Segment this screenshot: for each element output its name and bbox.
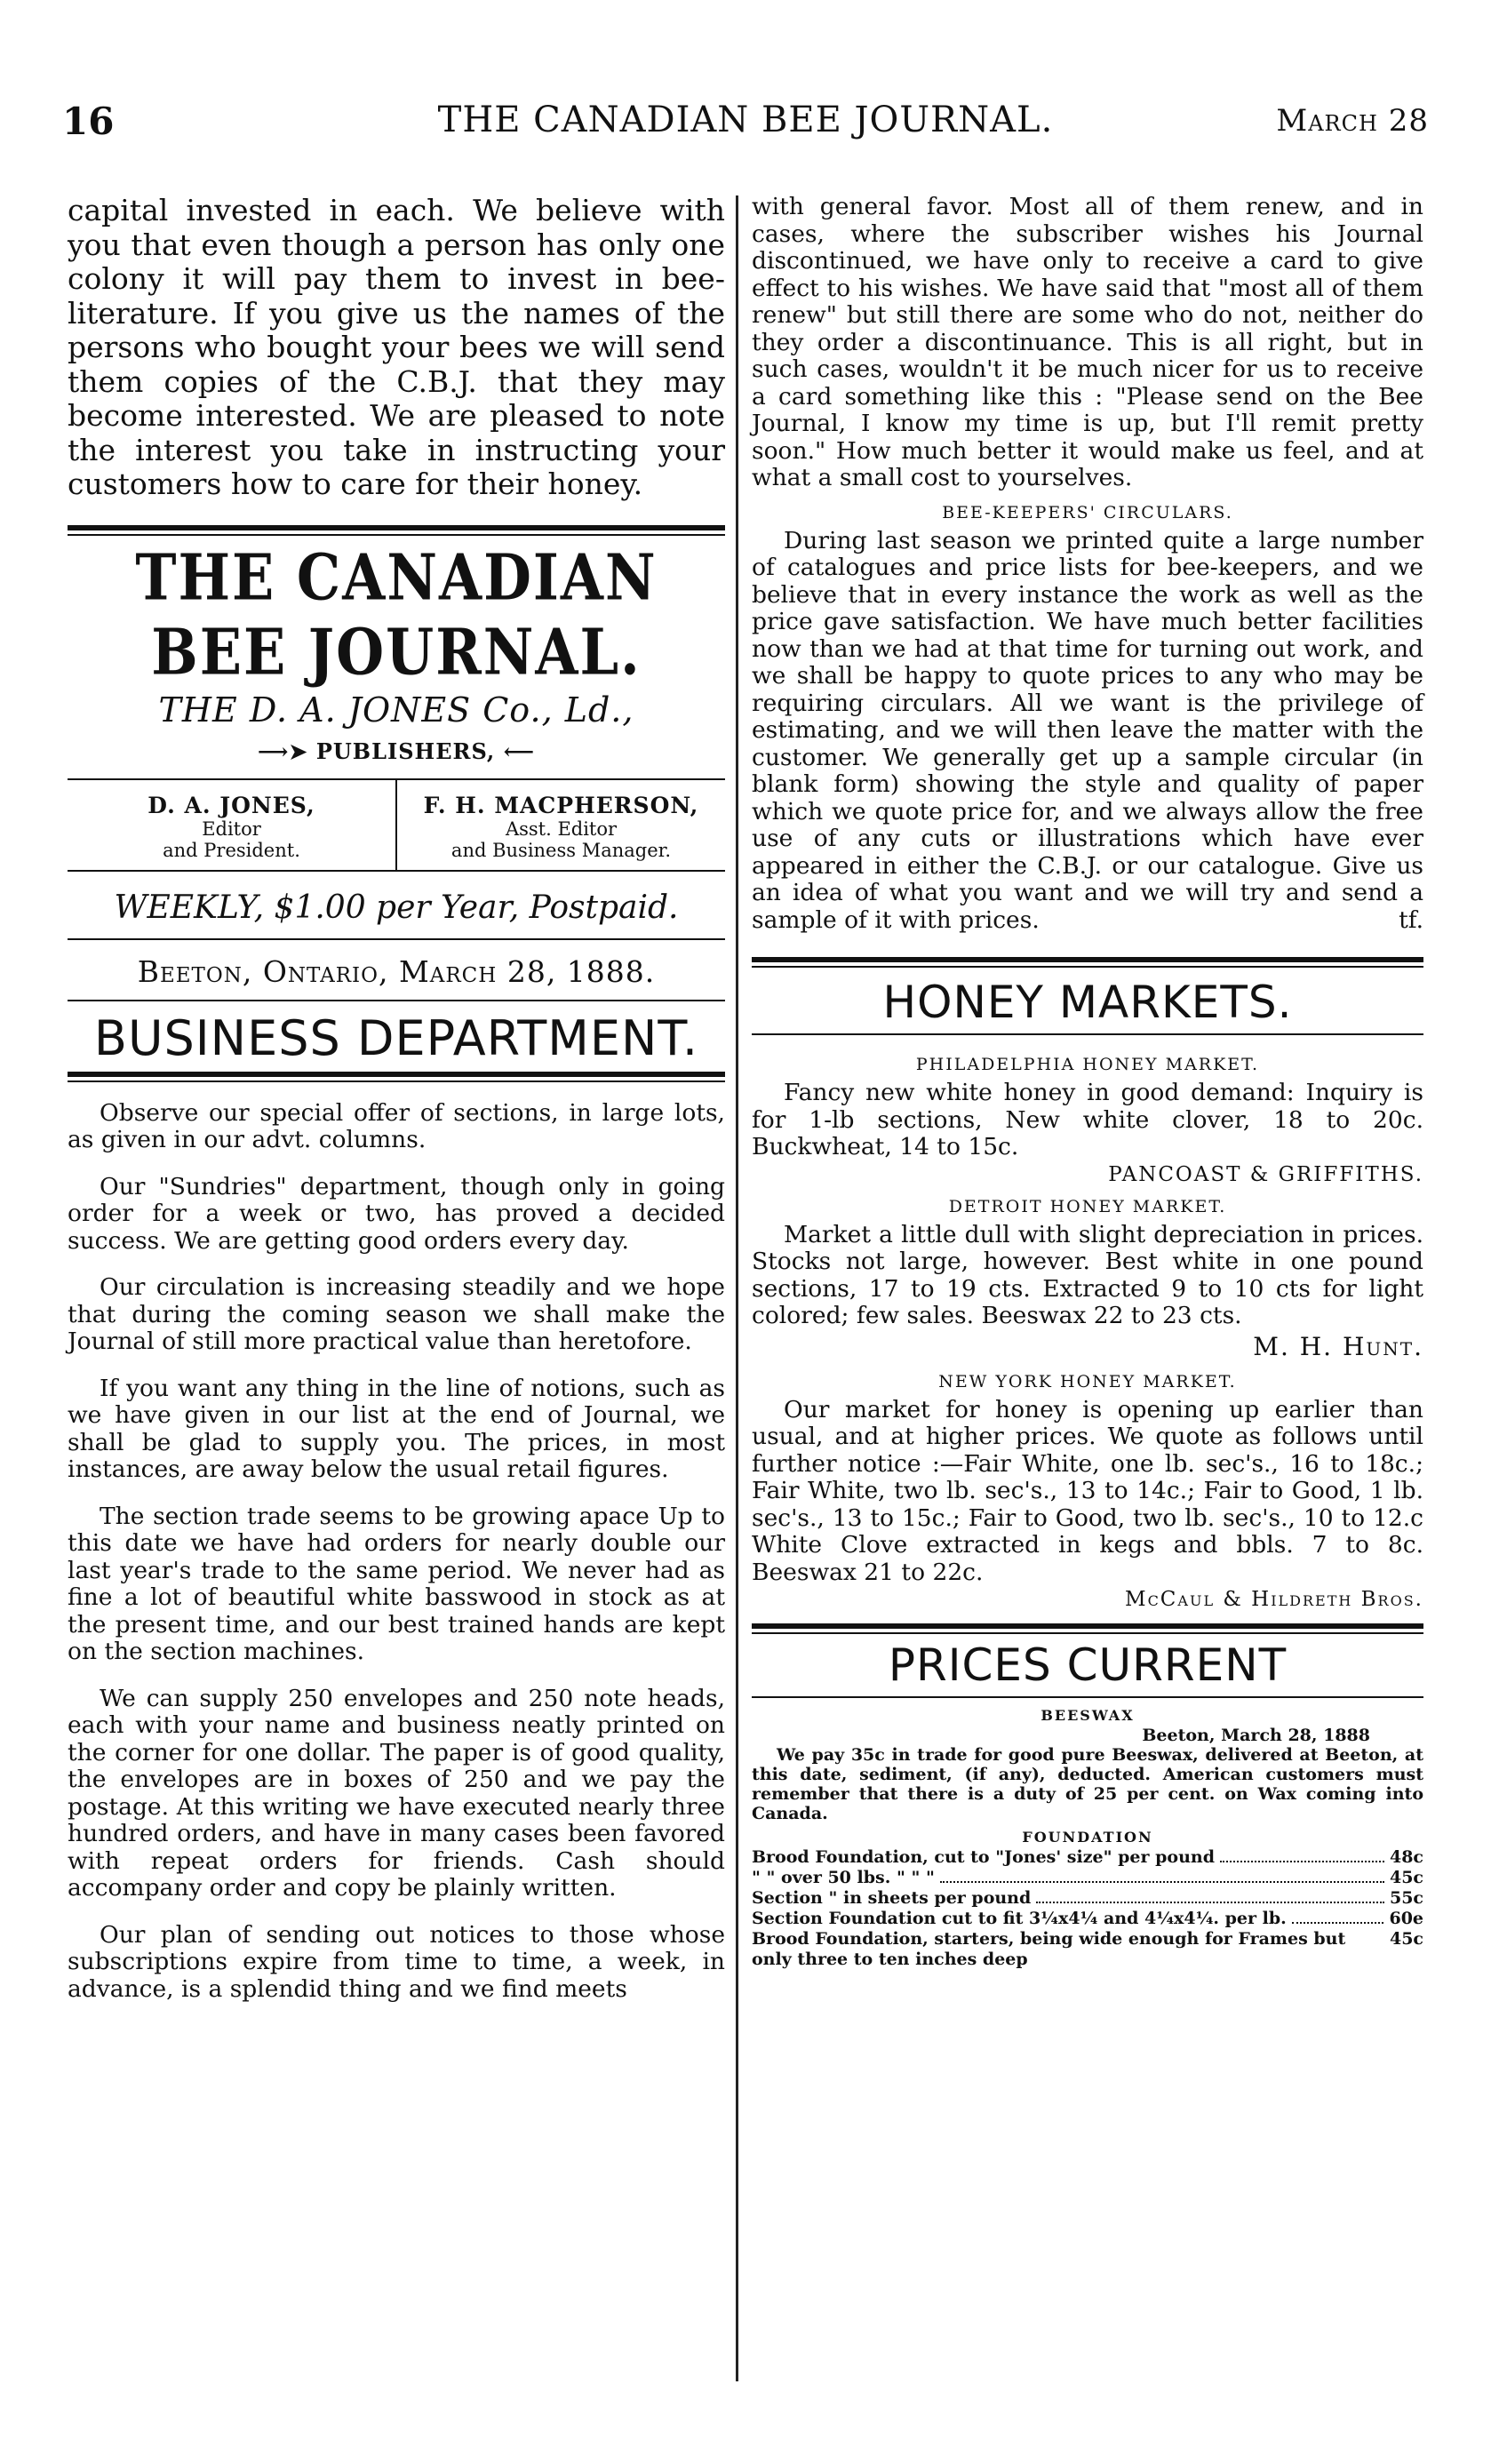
paragraph-circulation: Our circulation is increasing steadily and we hope that during the coming season we shall make the Journal of still more practical value than heretofore. — [68, 1273, 725, 1355]
right-column — [752, 194, 1423, 1970]
journal-title: THE CANADIAN BEE JOURNAL. — [437, 100, 1054, 140]
price-line — [752, 1909, 1423, 1929]
column-divider — [736, 195, 738, 2381]
price-label: Brood Foundation, starters, being wide enough for Frames but only three to ten inches deep — [752, 1929, 1346, 1969]
prices-top-rule — [752, 1623, 1423, 1634]
subscription-line: WEEKLY, $1.00 per Year, Postpaid. — [68, 870, 725, 938]
market-heading: NEW YORK HONEY MARKET. — [938, 1371, 1237, 1391]
markets-title-rule — [752, 1033, 1423, 1035]
circulars-tf: tf. — [1399, 905, 1423, 934]
paragraph-notices: Our plan of sending out notices to those whose subscriptions expire from time to time, a week, in advance, is a splendid thing and we find meets — [68, 1920, 725, 2003]
prices-title-rule — [752, 1696, 1423, 1698]
beeswax-text: We pay 35c in trade for good pure Beeswax, delivered at Beeton, at this date, sediment, (if any), deducted. American customers must remember that there is a duty of 25 per cent. on Wax coming into Canada. — [752, 1745, 1423, 1823]
price-line — [752, 1929, 1423, 1970]
manager-name: F. H. MACPHERSON, — [423, 792, 699, 818]
market-heading: PHILADELPHIA HONEY MARKET. — [915, 1055, 1260, 1074]
masthead-top-rule — [68, 525, 725, 536]
continued-paragraph: with general favor. Most all of them renew, and in cases, where the subscriber wishes his Journal discontinued, we have only to receive a card to give effect to his wishes. We have said that "most all of them renew" but still there are some who do not, neither do they order a discontinuance. This is all right, but in such cases, wouldn't it be much nicer for us to receive a card something like this : "Please send on the Bee Journal, I know my time is up, but I'll remit pretty soon." How much better it would make us feel, and at what a small cost to yourselves. — [752, 193, 1423, 491]
beeswax-dateline: Beeton, March 28, 1888 — [1142, 1726, 1370, 1745]
market-signature: McCaul & Hildreth Bros. — [1125, 1588, 1423, 1611]
market-philadelphia — [752, 1055, 1423, 1186]
market-heading: DETROIT HONEY MARKET. — [948, 1196, 1227, 1216]
circulars-heading: BEE-KEEPERS' CIRCULARS. — [942, 502, 1233, 522]
paragraph-section-trade: The section trade seems to be growing apace Up to this date we have had orders for nearly double our last year's trade to the same period. We never had as fine a lot of beautiful white basswood in stock as at the present time, and our best trained hands are kept on the section machines. — [68, 1502, 725, 1665]
issue-date: March 28 — [1276, 103, 1429, 139]
staff-editor — [68, 780, 395, 870]
markets-top-rule — [752, 957, 1423, 968]
price-line — [752, 1847, 1423, 1868]
staff-manager — [395, 780, 725, 870]
foundation-section — [752, 1829, 1423, 1970]
price-line — [752, 1888, 1423, 1909]
manager-role-1: Asst. Editor — [505, 817, 618, 840]
price-value: 60e — [1389, 1909, 1423, 1928]
masthead-title: THE CANADIAN BEE JOURNAL. — [135, 539, 658, 690]
masthead — [68, 539, 725, 1001]
business-paragraphs — [68, 1100, 725, 2004]
prices-current-title: PRICES CURRENT — [888, 1639, 1288, 1691]
price-value: 45c — [1389, 1929, 1423, 1949]
market-text: Our market for honey is opening up earlier than usual, and at higher prices. We quote as follows until further notice :—Fair White, one lb. sec's., 16 to 18c.; Fair White, two lb. sec's., 13 to 14c.; Fair to Good, 1 lb. sec's., 13 to 15c.; Fair to Good, two lb. sec's., 10 to 12.c White Clove extracted in kegs and bbls. 7 to 8c. Beeswax 21 to 22c. — [752, 1395, 1423, 1586]
department-rule — [68, 1072, 725, 1082]
publishers-label: PUBLISHERS, — [315, 738, 496, 764]
paragraph-sundries: Our "Sundries" department, though only in going order for a week or two, has proved a decided success. We are getting good orders every day. — [68, 1172, 725, 1255]
paragraph-sections-offer: Observe our special offer of sections, in large lots, as given in our advt. columns. — [68, 1098, 725, 1153]
beeswax-heading: BEESWAX — [1041, 1707, 1135, 1724]
arrow-left-ornament-icon: ⟵ — [503, 738, 536, 764]
editor-role-1: Editor — [202, 817, 261, 840]
market-new-york — [752, 1372, 1423, 1612]
dateline: Beeton, Ontario, March 28, 1888. — [68, 938, 725, 1001]
market-signature: M. H. Hunt. — [1253, 1331, 1423, 1361]
masthead-staff — [68, 778, 725, 870]
masthead-publishers — [68, 738, 725, 764]
intro-paragraph: capital invested in each. We believe with you that even though a person has only one colony it will pay them to invest in bee-literature. If you give us the names of the persons who bought your bees we will send them copies of the C.B.J. that they may become interested. We are pleased to note the interest you take in instructing your customers how to care for their honey. — [68, 193, 725, 501]
market-signature: PANCOAST & GRIFFITHS. — [1108, 1162, 1423, 1186]
paragraph-envelopes: We can supply 250 envelopes and 250 note heads, each with your name and business neatly printed on the corner for one dollar. The paper is of good quality, the envelopes are in boxes of 250 and we pay the postage. At this writing we have executed nearly three hundred orders, and have in many cases been favored with repeat orders for friends. Cash should accompany order and copy be plainly written. — [68, 1684, 725, 1902]
manager-role-2: and Business Manager. — [450, 839, 672, 861]
beeswax-section — [752, 1707, 1423, 1823]
price-label: Section Foundation cut to fit 3¼x4¼ and 4¼x4¼. per lb. — [752, 1909, 1287, 1928]
price-value: 45c — [1389, 1868, 1423, 1887]
circulars-text: During last season we printed quite a large number of catalogues and price lists for bee-keepers, and we believe that in every instance the work as well as the price gave satisfaction. We have much better facilities now than we had at that time for turning out work, and we shall be happy to quote prices to any who may be requiring circulars. All we want is the privilege of estimating, and we will then leave the matter with the customer. We generally get up a sample circular (in blank form) showing the style and quality of paper which we quote price for, and we always allow the free use of any cuts or illustrations which have ever appeared in either the C.B.J. or our catalogue. Give us an idea of what you want and we will try and send a sample of it with prices. — [752, 526, 1423, 934]
editor-role-2: and President. — [163, 839, 300, 861]
foundation-heading: FOUNDATION — [1022, 1829, 1153, 1846]
business-department-title: BUSINESS DEPARTMENT. — [93, 1009, 699, 1066]
market-text: Market a little dull with slight depreciation in prices. Stocks not large, however. Best white in one pound sections, 17 to 19 cts. Extracted 9 to 10 cts for light colored; few sales. Beeswax 22 to 23 cts. — [752, 1220, 1423, 1329]
paragraph-notions: If you want any thing in the line of notions, such as we have given in our list at the end of Journal, we shall be glad to supply you. The prices, in most instances, are away below the usual retail figures. — [68, 1374, 725, 1483]
circulars-paragraph — [752, 528, 1423, 935]
price-value: 55c — [1389, 1888, 1423, 1908]
honey-markets-title: HONEY MARKETS. — [882, 977, 1293, 1028]
running-header — [62, 100, 1429, 153]
market-detroit — [752, 1197, 1423, 1361]
price-label: Brood Foundation, cut to "Jones' size" per pound — [752, 1847, 1215, 1867]
editor-name: D. A. JONES, — [148, 792, 315, 818]
price-label: Section " in sheets per pound — [752, 1888, 1032, 1908]
arrow-right-ornament-icon: ⟶➤ — [257, 738, 316, 764]
market-text: Fancy new white honey in good demand: Inquiry is for 1-lb sections, New white clover, 18 to 20c. Buckwheat, 14 to 15c. — [752, 1079, 1423, 1160]
page-number: 16 — [62, 100, 115, 143]
price-value: 48c — [1389, 1847, 1423, 1867]
masthead-company: THE D. A. JONES Co., Ld., — [158, 690, 634, 730]
price-label: " " over 50 lbs. " " " — [752, 1868, 935, 1887]
price-line — [752, 1868, 1423, 1888]
left-column — [68, 194, 725, 2003]
